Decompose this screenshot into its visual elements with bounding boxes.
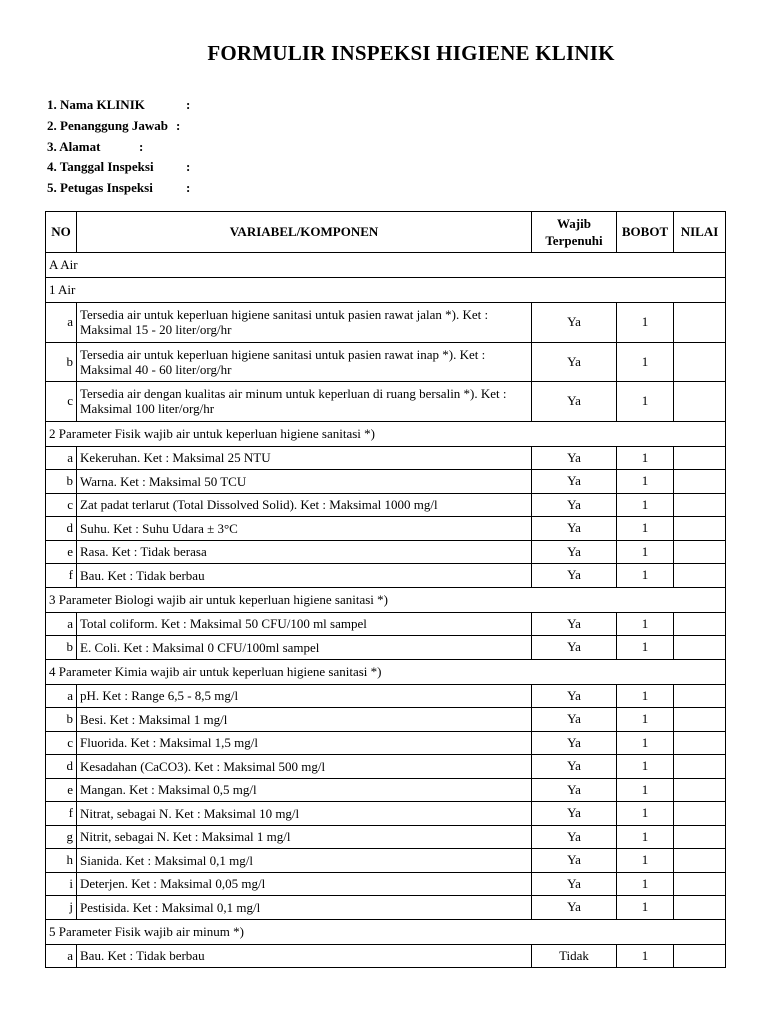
table-row [46, 731, 726, 755]
info-label-petugas-inspeksi: 5. Petugas Inspeksi [47, 180, 153, 196]
row-number: f [46, 564, 77, 588]
row-bobot: 1 [617, 684, 674, 708]
row-bobot: 1 [617, 802, 674, 826]
section-row [46, 278, 726, 303]
info-label-tanggal-inspeksi: 4. Tanggal Inspeksi [47, 159, 154, 175]
row-wajib: Ya [532, 342, 617, 382]
table-row [46, 636, 726, 660]
row-number: g [46, 825, 77, 849]
row-wajib: Ya [532, 778, 617, 802]
row-description: Suhu. Ket : Suhu Udara ± 3°C [77, 517, 532, 541]
row-number: c [46, 493, 77, 517]
table-row [46, 802, 726, 826]
row-number: b [46, 708, 77, 732]
section-label: 5 Parameter Fisik wajib air minum *) [46, 919, 726, 944]
row-number: b [46, 636, 77, 660]
info-colon: : [186, 159, 191, 175]
row-wajib: Ya [532, 382, 617, 422]
section-row [46, 253, 726, 278]
table-row [46, 755, 726, 779]
row-bobot: 1 [617, 731, 674, 755]
section-row [46, 659, 726, 684]
row-bobot: 1 [617, 944, 674, 968]
row-wajib: Ya [532, 825, 617, 849]
row-bobot: 1 [617, 636, 674, 660]
row-wajib: Ya [532, 493, 617, 517]
row-wajib: Ya [532, 896, 617, 920]
row-nilai [674, 540, 726, 564]
row-bobot: 1 [617, 778, 674, 802]
row-nilai [674, 944, 726, 968]
row-number: d [46, 517, 77, 541]
row-description: Kekeruhan. Ket : Maksimal 25 NTU [77, 446, 532, 470]
row-nilai [674, 493, 726, 517]
inspection-table [45, 211, 726, 968]
row-number: b [46, 342, 77, 382]
section-row [46, 421, 726, 446]
info-label-alamat: 3. Alamat [47, 138, 101, 154]
table-row [46, 612, 726, 636]
row-number: c [46, 382, 77, 422]
row-nilai [674, 825, 726, 849]
row-wajib: Ya [532, 636, 617, 660]
table-row [46, 470, 726, 494]
row-description: Rasa. Ket : Tidak berasa [77, 540, 532, 564]
row-wajib: Tidak [532, 944, 617, 968]
row-nilai [674, 896, 726, 920]
section-label: 4 Parameter Kimia wajib air untuk keperluan higiene sanitasi *) [46, 659, 726, 684]
row-description: Sianida. Ket : Maksimal 0,1 mg/l [77, 849, 532, 873]
row-description: Tersedia air untuk keperluan higiene sanitasi untuk pasien rawat jalan *). Ket : Maksimal 15 - 20 liter/org/hr [77, 303, 532, 343]
table-row [46, 540, 726, 564]
row-number: d [46, 755, 77, 779]
row-wajib: Ya [532, 708, 617, 732]
table-body [46, 253, 726, 968]
row-number: e [46, 778, 77, 802]
row-number: h [46, 849, 77, 873]
row-bobot: 1 [617, 755, 674, 779]
row-bobot: 1 [617, 708, 674, 732]
table-row [46, 944, 726, 968]
row-wajib: Ya [532, 446, 617, 470]
row-nilai [674, 470, 726, 494]
row-description: Tersedia air untuk keperluan higiene sanitasi untuk pasien rawat inap *). Ket : Maksimal 40 - 60 liter/org/hr [77, 342, 532, 382]
row-nilai [674, 342, 726, 382]
row-description: Nitrit, sebagai N. Ket : Maksimal 1 mg/l [77, 825, 532, 849]
row-number: a [46, 612, 77, 636]
row-nilai [674, 731, 726, 755]
row-wajib: Ya [532, 872, 617, 896]
row-wajib: Ya [532, 731, 617, 755]
row-bobot: 1 [617, 382, 674, 422]
table-row [46, 564, 726, 588]
row-description: Fluorida. Ket : Maksimal 1,5 mg/l [77, 731, 532, 755]
row-wajib: Ya [532, 612, 617, 636]
table-row [46, 303, 726, 343]
row-description: E. Coli. Ket : Maksimal 0 CFU/100ml sampel [77, 636, 532, 660]
row-number: c [46, 731, 77, 755]
row-nilai [674, 303, 726, 343]
row-wajib: Ya [532, 802, 617, 826]
header-wajib: Wajib Terpenuhi [532, 212, 617, 253]
table-row [46, 896, 726, 920]
row-number: a [46, 684, 77, 708]
row-wajib: Ya [532, 303, 617, 343]
section-label: 1 Air [46, 278, 726, 303]
row-nilai [674, 636, 726, 660]
row-description: Mangan. Ket : Maksimal 0,5 mg/l [77, 778, 532, 802]
table-row [46, 825, 726, 849]
row-nilai [674, 802, 726, 826]
row-nilai [674, 849, 726, 873]
row-number: i [46, 872, 77, 896]
row-bobot: 1 [617, 564, 674, 588]
row-description: Warna. Ket : Maksimal 50 TCU [77, 470, 532, 494]
info-colon: : [186, 97, 191, 112]
table-row [46, 342, 726, 382]
row-bobot: 1 [617, 825, 674, 849]
row-description: Pestisida. Ket : Maksimal 0,1 mg/l [77, 896, 532, 920]
row-number: a [46, 303, 77, 343]
row-wajib: Ya [532, 540, 617, 564]
row-number: a [46, 446, 77, 470]
row-description: Kesadahan (CaCO3). Ket : Maksimal 500 mg/l [77, 755, 532, 779]
table-row [46, 778, 726, 802]
row-description: Bau. Ket : Tidak berbau [77, 564, 532, 588]
row-number: f [46, 802, 77, 826]
row-description: Besi. Ket : Maksimal 1 mg/l [77, 708, 532, 732]
row-nilai [674, 755, 726, 779]
header-nilai: NILAI [674, 212, 726, 253]
section-label: 2 Parameter Fisik wajib air untuk keperluan higiene sanitasi *) [46, 421, 726, 446]
row-nilai [674, 708, 726, 732]
row-description: Deterjen. Ket : Maksimal 0,05 mg/l [77, 872, 532, 896]
info-colon: : [176, 117, 181, 133]
row-wajib: Ya [532, 684, 617, 708]
table-row [46, 849, 726, 873]
info-label-penanggung-jawab: 2. Penanggung Jawab [47, 117, 168, 133]
row-bobot: 1 [617, 849, 674, 873]
row-nilai [674, 612, 726, 636]
row-bobot: 1 [617, 446, 674, 470]
row-number: j [46, 896, 77, 920]
table-row [46, 708, 726, 732]
section-label: A Air [46, 253, 726, 278]
table-row [46, 446, 726, 470]
row-description: Total coliform. Ket : Maksimal 50 CFU/100 ml sampel [77, 612, 532, 636]
row-nilai [674, 564, 726, 588]
row-wajib: Ya [532, 755, 617, 779]
row-number: a [46, 944, 77, 968]
row-bobot: 1 [617, 540, 674, 564]
section-row [46, 587, 726, 612]
row-wajib: Ya [532, 564, 617, 588]
table-row [46, 872, 726, 896]
row-nilai [674, 382, 726, 422]
row-number: e [46, 540, 77, 564]
row-description: Bau. Ket : Tidak berbau [77, 944, 532, 968]
table-row [46, 493, 726, 517]
table-header-row [46, 212, 726, 253]
header-no: NO [46, 212, 77, 253]
info-colon: : [186, 180, 191, 196]
row-wajib: Ya [532, 849, 617, 873]
section-label: 3 Parameter Biologi wajib air untuk keperluan higiene sanitasi *) [46, 587, 726, 612]
row-bobot: 1 [617, 612, 674, 636]
row-bobot: 1 [617, 896, 674, 920]
header-variabel: VARIABEL/KOMPONEN [77, 212, 532, 253]
row-bobot: 1 [617, 517, 674, 541]
header-bobot: BOBOT [617, 212, 674, 253]
row-description: Nitrat, sebagai N. Ket : Maksimal 10 mg/l [77, 802, 532, 826]
row-number: b [46, 470, 77, 494]
table-row [46, 382, 726, 422]
row-wajib: Ya [532, 517, 617, 541]
row-nilai [674, 872, 726, 896]
row-bobot: 1 [617, 872, 674, 896]
row-bobot: 1 [617, 342, 674, 382]
row-nilai [674, 684, 726, 708]
row-bobot: 1 [617, 303, 674, 343]
row-nilai [674, 517, 726, 541]
form-title: FORMULIR INSPEKSI HIGIENE KLINIK [207, 41, 615, 65]
info-colon: : [139, 138, 144, 154]
row-description: Tersedia air dengan kualitas air minum untuk keperluan di ruang bersalin *). Ket : Maksimal 100 liter/org/hr [77, 382, 532, 422]
row-description: pH. Ket : Range 6,5 - 8,5 mg/l [77, 684, 532, 708]
info-label-klinik: 1. Nama KLINIK [47, 97, 145, 112]
table-row [46, 517, 726, 541]
section-row [46, 919, 726, 944]
row-description: Zat padat terlarut (Total Dissolved Solid). Ket : Maksimal 1000 mg/l [77, 493, 532, 517]
row-nilai [674, 446, 726, 470]
row-nilai [674, 778, 726, 802]
table-row [46, 684, 726, 708]
row-wajib: Ya [532, 470, 617, 494]
row-bobot: 1 [617, 493, 674, 517]
row-bobot: 1 [617, 470, 674, 494]
